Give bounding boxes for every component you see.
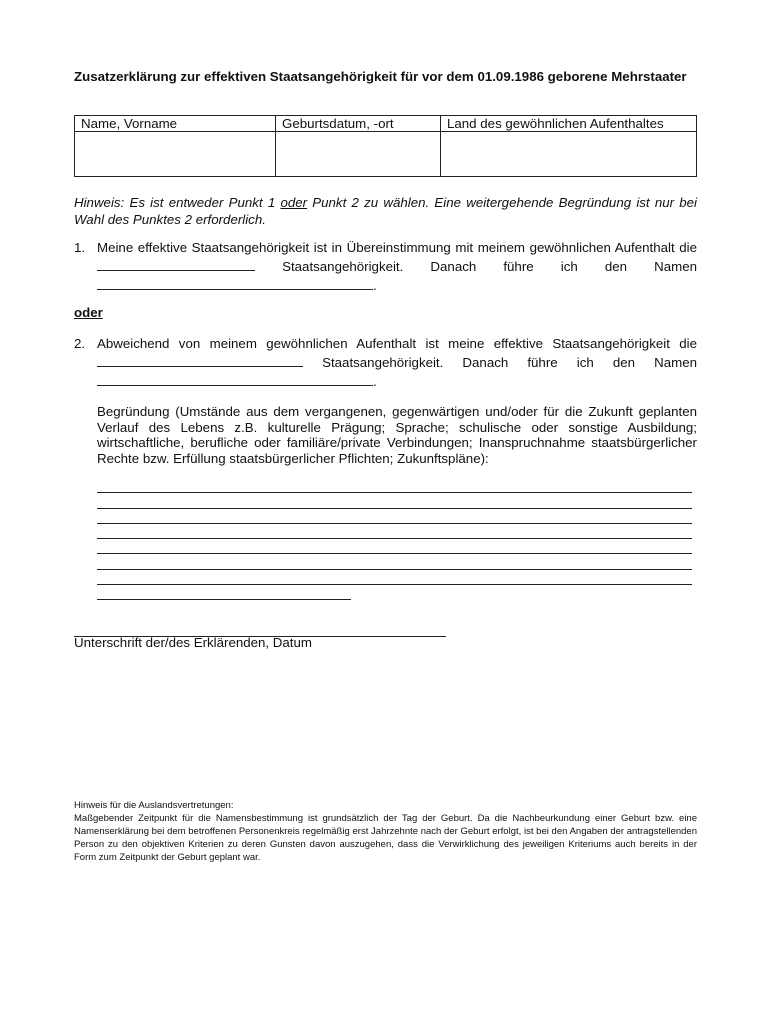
option-2-text-b: Staatsangehörigkeit. Danach führe ich den Namen [303, 355, 697, 370]
option-1 [74, 238, 697, 295]
table-row [75, 132, 697, 177]
option-1-text-a: Meine effektive Staatsangehörigkeit ist in Übereinstimmung mit meinem gewöhnlichen Aufenthalt die [97, 240, 697, 255]
option-1-number: 1. [74, 240, 86, 255]
hint-underlined-word: oder [280, 195, 308, 210]
nationality-blank-2[interactable] [97, 354, 303, 367]
form-title: Zusatzerklärung zur effektiven Staatsangehörigkeit für vor dem 01.09.1986 geborene Mehrstaater [74, 69, 687, 84]
option-2-end: . [373, 374, 377, 389]
person-table [74, 115, 697, 177]
option-2-number: 2. [74, 336, 86, 351]
table-header-row [75, 116, 697, 132]
option-1-text [97, 238, 697, 295]
header-residence: Land des gewöhnlichen Aufenthaltes [441, 116, 697, 132]
header-birth: Geburtsdatum, -ort [276, 116, 441, 132]
birth-field[interactable] [276, 132, 441, 177]
name-field[interactable] [75, 132, 276, 177]
residence-field[interactable] [441, 132, 697, 177]
reason-line[interactable] [97, 478, 692, 493]
option-1-end: . [373, 278, 377, 293]
option-2-text [97, 334, 697, 391]
option-2-text-a: Abweichend von meinem gewöhnlichen Aufenthalt ist meine effektive Staatsangehörigkeit die [97, 336, 697, 351]
choice-hint [74, 194, 697, 228]
or-separator: oder [74, 305, 103, 320]
option-1-text-b: Staatsangehörigkeit. Danach führe ich den Namen [255, 259, 697, 274]
reason-lines[interactable] [97, 478, 692, 600]
name-blank-2[interactable] [97, 373, 373, 386]
hint-text-end: Punkt 2 zu wählen. Eine weitergehende Begründung ist nur bei Wahl des Punktes 2 erforderlich. [74, 195, 698, 227]
signature-label: Unterschrift der/des Erklärenden, Datum [74, 635, 312, 650]
reason-line[interactable] [97, 509, 692, 524]
hint-text-start: Hinweis: Es ist entweder Punkt 1 [74, 195, 281, 210]
reason-line[interactable] [97, 554, 692, 569]
header-name: Name, Vorname [75, 116, 276, 132]
embassy-note-heading: Hinweis für die Auslandsvertretungen: [74, 800, 234, 811]
reason-line[interactable] [97, 493, 692, 508]
option-2 [74, 334, 697, 391]
reason-line[interactable] [97, 539, 692, 554]
reason-line[interactable] [97, 524, 692, 539]
reason-instructions: Begründung (Umstände aus dem vergangenen, gegenwärtigen und/oder für die Zukunft geplanten Verlauf des Lebens z.B. kulturelle Prägung; Sprache; schulische oder sonstige Ausbildung; wirtschaftliche, berufliche oder familiäre/private Verbindungen; Inanspruchnahme staatsbürgerlicher Rechte bzw. Erfüllung staatsbürgerlicher Pflichten; Zukunftspläne): [97, 404, 697, 466]
nationality-blank-1[interactable] [97, 258, 255, 271]
reason-line[interactable] [97, 570, 692, 585]
reason-line[interactable] [97, 585, 351, 600]
embassy-note-text: Maßgebender Zeitpunkt für die Namensbestimmung ist grundsätzlich der Tag der Geburt. Da die Nachbeurkundung einer Geburt bzw. eine Namenserklärung bei dem betroffenen Personenkreis regelmäßig erst Jahrzehnte nach der Geburt erfolgt, ist bei den Angaben der antragstellenden Person zu den objektiven Kriterien zu deren Gunsten davon auszugehen, dass die Verwirklichung des jeweiligen Kriteriums auch bereits in der Form zum Zeitpunkt der Geburt geplant war. [74, 813, 697, 863]
embassy-note [74, 799, 697, 864]
name-blank-1[interactable] [97, 277, 373, 290]
